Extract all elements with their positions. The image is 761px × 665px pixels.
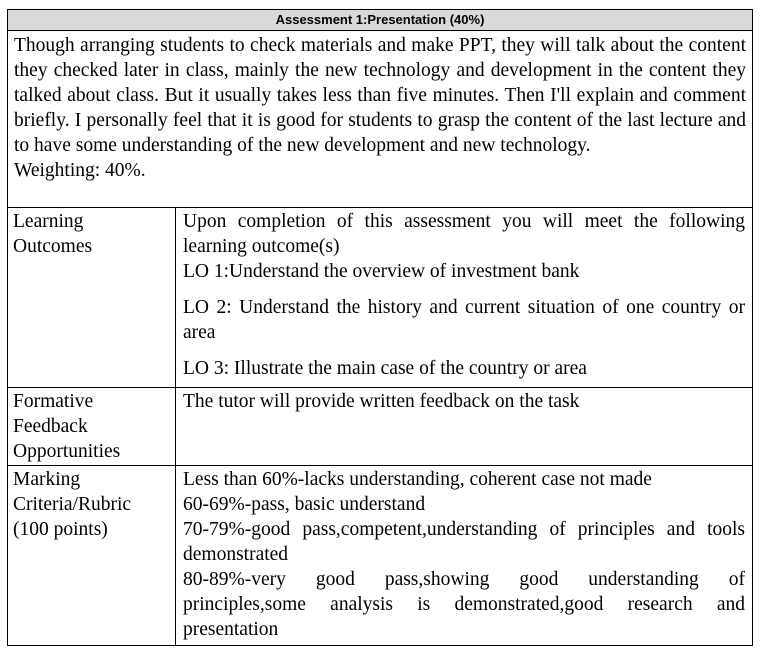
learning-outcomes-label-cell — [8, 208, 176, 388]
marking-label-line2: Criteria/Rubric — [13, 494, 132, 515]
assessment-title: Assessment 1:Presentation (40%) — [275, 12, 485, 27]
marking-label-line3: (100 points) — [13, 519, 108, 540]
learning-outcomes-label-line1: Learning — [13, 211, 84, 232]
lo-item-3: LO 3: Illustrate the main case of the country or area — [183, 358, 587, 379]
marking-item-3: 70-79%-good pass,competent,understanding of principles and tools demonstrated — [183, 519, 745, 565]
intro-cell — [8, 31, 753, 208]
formative-label-line1: Formative — [13, 391, 94, 412]
learning-outcomes-lead: Upon completion of this assessment you will meet the following learning outcome(s) — [183, 211, 745, 257]
formative-label-cell — [8, 388, 176, 466]
lo-item-2: LO 2: Understand the history and current situation of one country or area — [183, 297, 745, 343]
marking-label-cell — [8, 466, 176, 646]
lo-item-1: LO 1:Understand the overview of investment bank — [183, 261, 580, 282]
marking-label-line1: Marking — [13, 469, 81, 490]
marking-item-4: 80-89%-very good pass,showing good understanding of principles,some analysis is demonstrated,good research and presentation — [183, 569, 745, 640]
weighting-text: Weighting: 40%. — [14, 160, 146, 181]
assessment-header — [8, 10, 753, 31]
learning-outcomes-cell — [176, 208, 753, 388]
marking-item-2: 60-69%-pass, basic understand — [183, 494, 426, 515]
formative-label-line2: Feedback — [13, 416, 88, 437]
learning-outcomes-label-line2: Outcomes — [13, 236, 93, 257]
intro-paragraph: Though arranging students to check materials and make PPT, they will talk about the content they checked later in class, mainly the new technology and development in the content they talked about class. But it usually takes less than five minutes. Then I'll explain and comment briefly. I personally feel that it is good for students to grasp the content of the last lecture and to have some understanding of the new development and new technology. — [14, 35, 746, 156]
formative-text: The tutor will provide written feedback on the task — [183, 391, 580, 412]
marking-item-1: Less than 60%-lacks understanding, coherent case not made — [183, 469, 652, 490]
assessment-table — [7, 9, 753, 646]
formative-cell — [176, 388, 753, 466]
formative-label-line3: Opportunities — [13, 441, 121, 462]
marking-criteria-cell — [176, 466, 753, 646]
